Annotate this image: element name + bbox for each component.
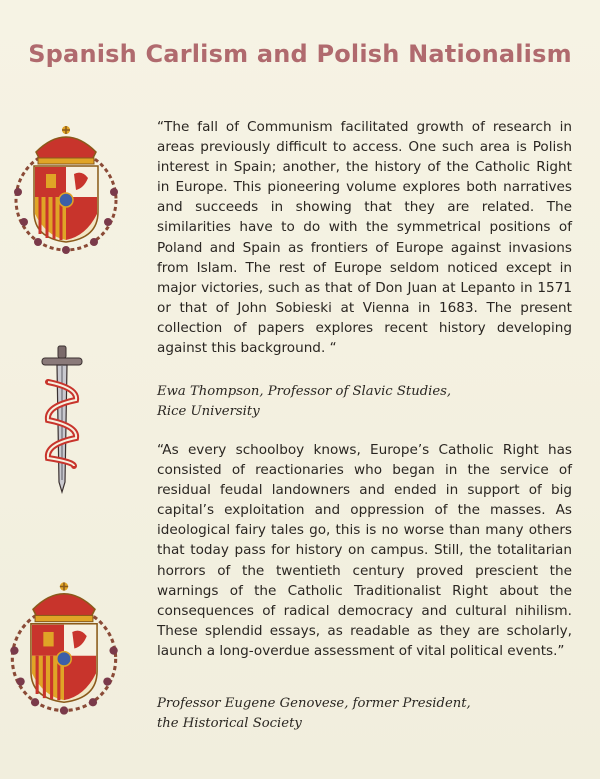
- quote-genovese: “As every schoolboy knows, Europe’s Catholic Right has consisted of reactionaries who began in the service of residual feudal landowners and ended in support of big capital’s exploitation and oppression of the masses. As ideological fairy tales go, this is no worse than many others that today pass for history on campus. Still, the totalitarian horrors of the twentieth century proved prescient the warnings of the Catholic Traditionalist Right about the consequences of radical democracy and cultural nihilism. These splendid essays, as readable as they are scholarly, launch a long-overdue assessment of vital political events.”: [157, 442, 572, 659]
- attribution-thompson: [157, 382, 572, 422]
- attribution-line: Professor Eugene Genovese, former President,: [157, 696, 471, 711]
- attribution-genovese: [157, 694, 572, 734]
- attribution-line: Ewa Thompson, Professor of Slavic Studies,: [157, 384, 452, 399]
- royal-coat-of-arms-icon: [6, 122, 126, 257]
- page-title: Spanish Carlism and Polish Nationalism: [28, 40, 572, 68]
- attribution-line: the Historical Society: [157, 716, 302, 731]
- royal-coat-of-arms-icon: [2, 578, 126, 718]
- sword-with-ribbon-icon: [34, 342, 90, 494]
- attribution-line: Rice University: [157, 404, 260, 419]
- quote-thompson: “The fall of Communism facilitated growth of research in areas previously difficult to access. One such area is Polish interest in Spain; another, the history of the Catholic Right in Europe. This pioneering volume explores both narratives and succeeds in showing that they are related. The similarities have to do with the symmetrical positions of Poland and Spain as frontiers of Europe against invasions from Islam. The rest of Europe seldom noticed except in major victories, such as that of Don Juan at Lepanto in 1571 or that of John Sobieski at Vienna in 1683. The present collection of papers explores recent history developing against this background. “: [157, 119, 572, 357]
